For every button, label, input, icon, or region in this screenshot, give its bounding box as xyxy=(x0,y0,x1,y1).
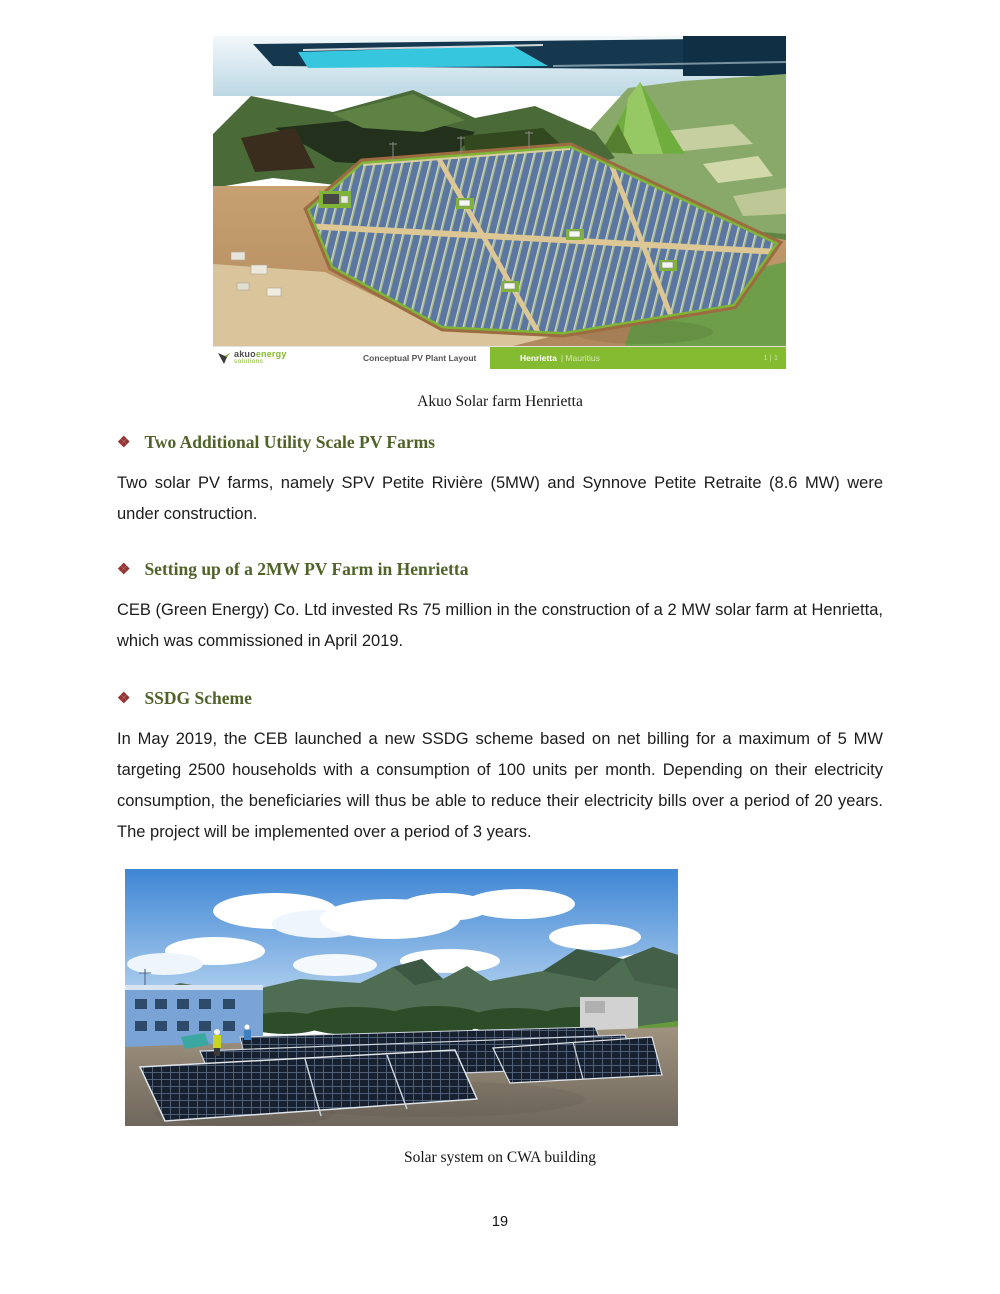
section-ssdg-scheme xyxy=(117,688,883,848)
section-body-text: In May 2019, the CEB launched a new SSDG scheme based on net billing for a maximum of 5 MW targeting 2500 households with a consumption of 100 units per month. Depending on their electricity consumption, the beneficiaries will thus be able to reduce their electricity bills over a period of 20 years. The project will be implemented over a period of 3 years. xyxy=(117,730,883,841)
brand-energy: energy xyxy=(255,348,287,359)
section-heading xyxy=(117,688,883,709)
page-number: 19 xyxy=(491,1214,509,1230)
section-heading xyxy=(117,559,883,580)
akuo-logo xyxy=(213,350,363,366)
diamond-bullet-icon: ❖ xyxy=(117,435,131,451)
brand-akuo: akuo xyxy=(234,348,256,359)
cwa-rooftop-solar-figure xyxy=(125,869,678,1126)
section-2mw-pv-farm-henrietta xyxy=(117,559,883,657)
render-title: Conceptual PV Plant Layout xyxy=(363,352,477,363)
brand-solutions: solutions xyxy=(234,357,264,365)
section-utility-scale-pv-farms xyxy=(117,432,883,530)
cwa-rooftop-solar-photo xyxy=(125,869,678,1126)
section-body-text: Two solar PV farms, namely SPV Petite Rivière (5MW) and Synnove Petite Retraite (8.6 MW) were under construction. xyxy=(117,474,883,523)
location-country: | Mauritius xyxy=(560,352,600,363)
akuo-logo-icon xyxy=(217,351,231,365)
section-body-text: CEB (Green Energy) Co. Ltd invested Rs 75 million in the construction of a 2 MW solar farm at Henrietta, which was commissioned in April 2019. xyxy=(117,601,883,650)
render-footer-bar xyxy=(213,346,786,368)
diamond-bullet-icon: ❖ xyxy=(117,691,131,707)
conceptual-pv-plant-image xyxy=(213,36,786,346)
section-heading xyxy=(117,432,883,453)
akuo-logo-text xyxy=(234,350,287,366)
location-name: Henrietta xyxy=(520,352,557,363)
section-heading-text: Setting up of a 2MW PV Farm in Henrietta xyxy=(144,559,469,579)
conceptual-pv-plant-figure xyxy=(213,36,786,368)
render-page-indicator: 1 | 1 xyxy=(763,353,778,362)
top-figure-caption: Akuo Solar farm Henrietta xyxy=(417,393,583,410)
section-heading-text: SSDG Scheme xyxy=(144,688,252,708)
section-heading-text: Two Additional Utility Scale PV Farms xyxy=(144,432,435,452)
diamond-bullet-icon: ❖ xyxy=(117,562,131,578)
bottom-figure-caption: Solar system on CWA building xyxy=(403,1149,597,1166)
render-location-bar xyxy=(490,347,786,369)
